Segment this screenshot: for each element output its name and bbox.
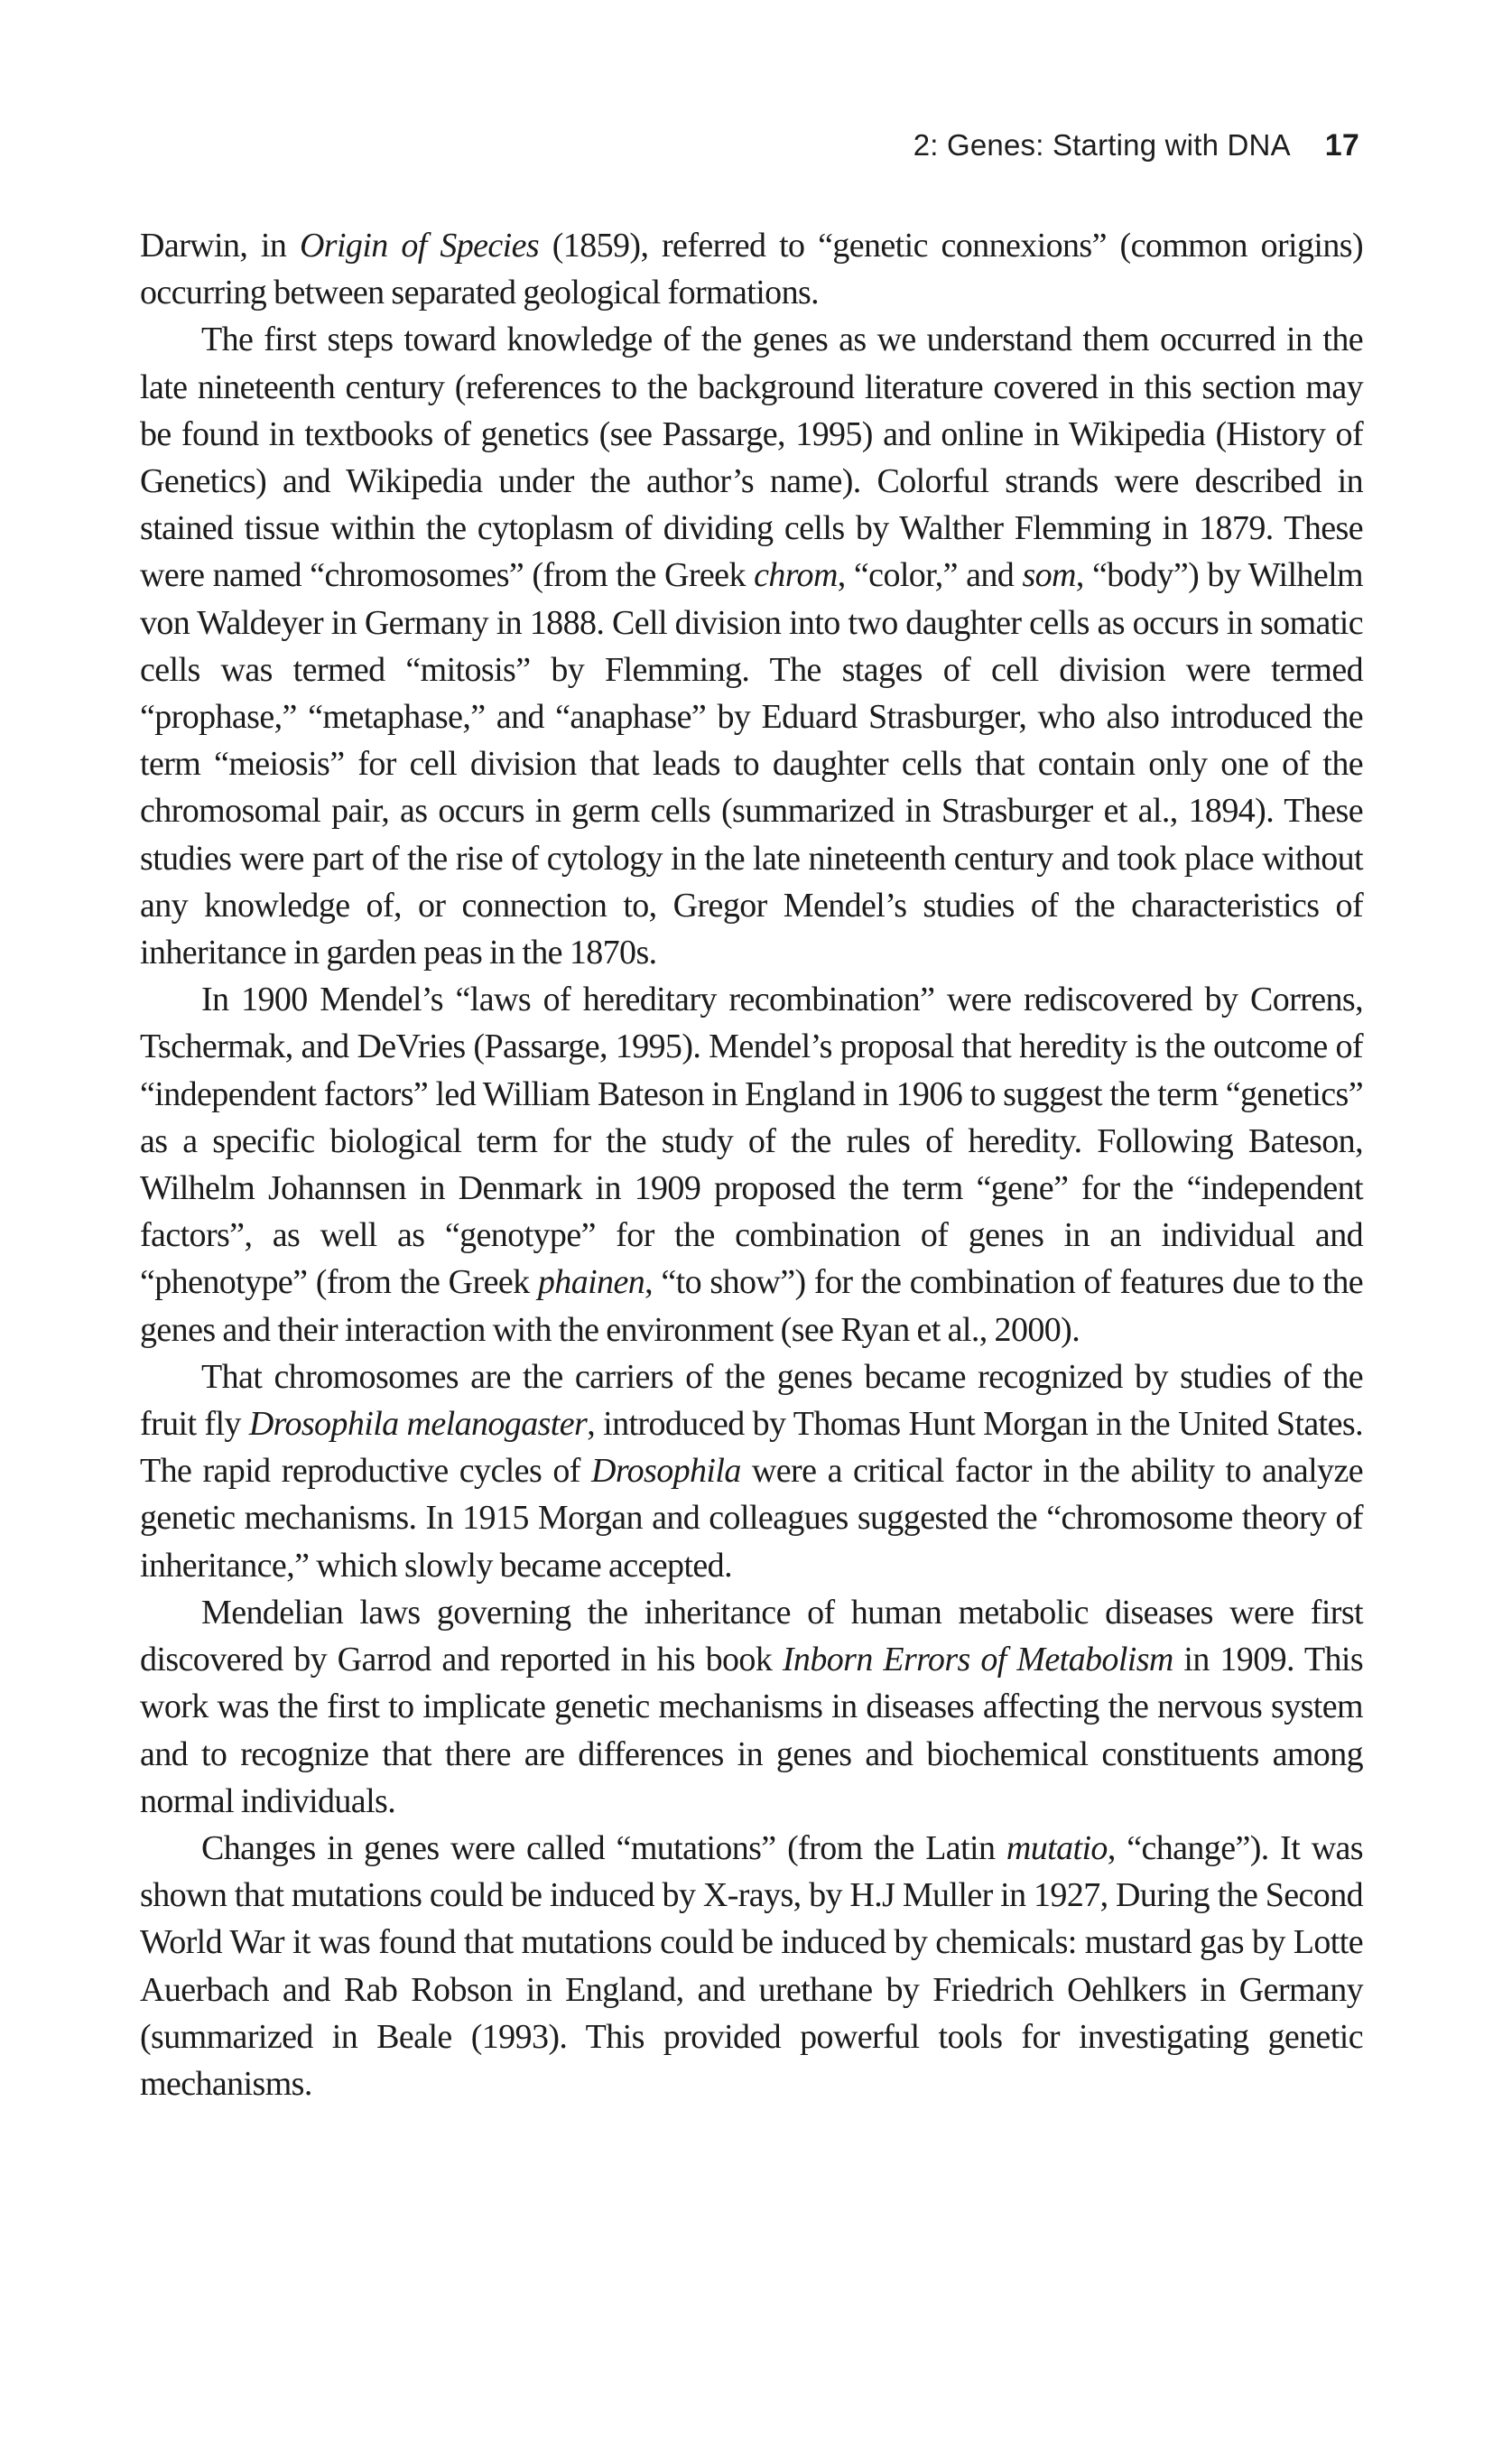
italic-term: Drosophila melanogaster	[248, 1405, 588, 1444]
paragraph	[140, 316, 1363, 976]
text-run: , “color,” and	[837, 556, 1023, 595]
italic-term: phainen	[537, 1263, 645, 1302]
text-run: , “body”) by Wilhelm von Waldeyer in Germany in 1888. Cell division into two daughter cells as occurs in somatic cells was termed “mitosis” by Flemming. The stages of cell division were termed “prophase,” “metaphase,” and “anaphase” by Eduard Strasburger, who also introduced the term “meiosis” for cell division that leads to daughter cells that contain only one of the chromosomal pair, as occurs in germ cells (summarized in Strasburger et al., 1894). These studies were part of the rise of cytology in the late nineteenth century and took place without any knowledge of, or connection to, Gregor Mendel’s studies of the characteristics of inheritance in garden peas in the 1870s.	[140, 556, 1364, 972]
text-run: Changes in genes were called “mutations” (from the Latin	[201, 1828, 1006, 1867]
paragraph	[140, 1353, 1363, 1589]
chapter-title: 2: Genes: Starting with DNA	[913, 128, 1291, 162]
paragraph	[140, 222, 1363, 316]
running-head	[913, 128, 1359, 163]
text-run: Darwin, in	[140, 227, 300, 265]
body-text	[140, 222, 1363, 2107]
text-run: in 1909. This work was the first to implicate genetic mechanisms in diseases affecting the nervous system and to recognize that there are differences in genes and biochemical constituents among normal individuals.	[140, 1641, 1364, 1820]
text-run: , introduced by Thomas Hunt Morgan in the United States. The rapid reproductive cycles of	[140, 1405, 1363, 1491]
text-run: , “to show”) for the combination of features due to the genes and their interaction with the environment (see Ryan et al., 2000).	[140, 1263, 1363, 1349]
paragraph	[140, 1589, 1363, 1825]
italic-term: mutatio	[1006, 1828, 1108, 1867]
paragraph	[140, 976, 1363, 1353]
paragraph	[140, 1825, 1363, 2107]
text-run: The first steps toward knowledge of the genes as we understand them occurred in the late nineteenth century (references to the background literature covered in this section may be found in textbooks of genetics (see Passarge, 1995) and online in Wikipedia (History of Genetics) and Wikipedia under the author’s name). Colorful strands were described in stained tissue within the cytoplasm of dividing cells by Walther Flemming in 1879. These were named “chromosomes” (from the Greek	[140, 321, 1363, 595]
italic-term: Drosophila	[591, 1452, 741, 1491]
italic-term: Origin of Species	[299, 227, 540, 265]
text-run: Mendelian laws governing the inheritance of human metabolic diseases were first discovered by Garrod and reported in his book	[140, 1593, 1363, 1679]
text-run: In 1900 Mendel’s “laws of hereditary recombination” were rediscovered by Correns, Tschermak, and DeVries (Passarge, 1995). Mendel’s proposal that heredity is the outcome of “independent factors” led William Bateson in England in 1906 to suggest the term “genetics” as a specific biological term for the study of the rules of heredity. Following Bateson, Wilhelm Johannsen in Denmark in 1909 proposed the term “gene” for the “independent factors”, as well as “genotype” for the combination of genes in an individual and “phenotype” (from the Greek	[140, 981, 1363, 1302]
italic-term: som	[1022, 556, 1076, 595]
text-run: were a critical factor in the ability to analyze genetic mechanisms. In 1915 Morgan and colleagues suggested the “chromosome theory of inheritance,” which slowly became accepted.	[140, 1452, 1363, 1585]
italic-term: Inborn Errors of Metabolism	[782, 1641, 1173, 1679]
text-run: That chromosomes are the carriers of the genes became recognized by studies of the fruit fly	[140, 1357, 1363, 1444]
text-run: (1859), referred to “genetic connexions” (common origins) occurring between separated geological formations.	[140, 227, 1364, 312]
page-number: 17	[1324, 128, 1359, 163]
text-run: , “change”). It was shown that mutations could be induced by X-rays, by H.J Muller in 1927, During the Second World War it was found that mutations could be induced by chemicals: mustard gas by Lotte Auerbach and Rab Robson in England, and urethane by Friedrich Oehlkers in Germany (summarized in Beale (1993). This provided powerful tools for investigating genetic mechanisms.	[140, 1828, 1363, 2103]
italic-term: chrom	[754, 556, 838, 595]
